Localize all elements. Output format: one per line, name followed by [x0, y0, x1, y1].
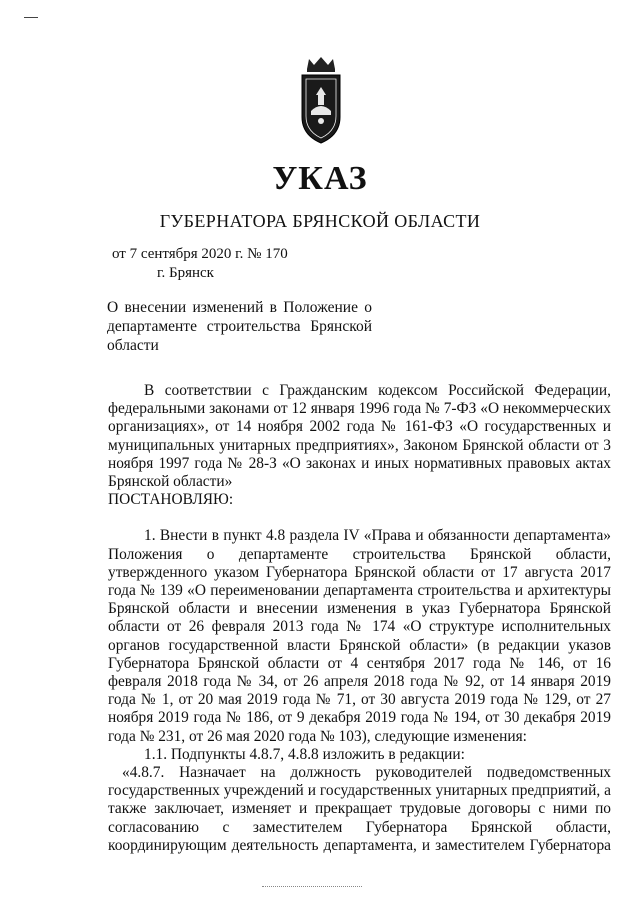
document-city: г. Брянск [157, 265, 214, 281]
document-body [108, 382, 611, 855]
document-subject: О внесении изменений в Положение о департаменте строительства Брянской области [107, 299, 372, 354]
preamble-paragraph: В соответствии с Гражданским кодексом Российской Федерации, федеральными законами от 12 января 1996 года № 7-ФЗ «О некоммерческих организациях», от 14 ноября 2002 года № 161-ФЗ «О государственных и муниципальных унитарных предприятиях», Законом Брянской области от 3 ноября 1997 года № 28-З «О законах и иных нормативных правовых актах Брянской области» [108, 382, 611, 491]
item-1-paragraph: 1. Внести в пункт 4.8 раздела IV «Права и обязанности департамента» Положения о департаменте строительства Брянской области, утвержденного указом Губернатора Брянской области от 17 августа 2017 года № 139 «О переименовании департамента строительства и архитектуры Брянской области и внесении изменения в указ Губернатора Брянской области от 26 февраля 2013 года № 174 «О структуре исполнительных органов государственной власти Брянской области» (в редакции указов Губернатора Брянской области от 4 сентября 2017 года № 146, от 16 февраля 2018 года № 34, от 26 апреля 2018 года № 92, от 14 января 2019 года № 1, от 20 мая 2019 года № 71, от 30 августа 2019 года № 129, от 27 ноября 2019 года № 186, от 9 декабря 2019 года № 194, от 30 декабря 2019 года № 231, от 26 мая 2020 года № 103), следующие изменения: [108, 527, 611, 745]
item-1-1-paragraph: 1.1. Подпункты 4.8.7, 4.8.8 изложить в редакции: [144, 745, 465, 763]
document-subtitle: ГУБЕРНАТОРА БРЯНСКОЙ ОБЛАСТИ [159, 211, 481, 231]
document-date-number: от 7 сентября 2020 г. № 170 [112, 246, 288, 262]
document-title: УКАЗ [272, 160, 368, 197]
footer-mark [262, 886, 362, 887]
resolve-heading: ПОСТАНОВЛЯЮ: [108, 491, 234, 509]
item-4-8-7-paragraph: «4.8.7. Назначает на должность руководителей подведомственных государственных учреждений и государственных унитарных предприятий, а также заключает, изменяет и прекращает трудовые договоры с ними по согласованию с заместителем Губернатора Брянской области, координирующим деятельность департамента, и заместителем Губернатора [108, 764, 611, 854]
bryansk-coat-of-arms-icon [299, 55, 343, 145]
corner-mark [24, 17, 38, 18]
